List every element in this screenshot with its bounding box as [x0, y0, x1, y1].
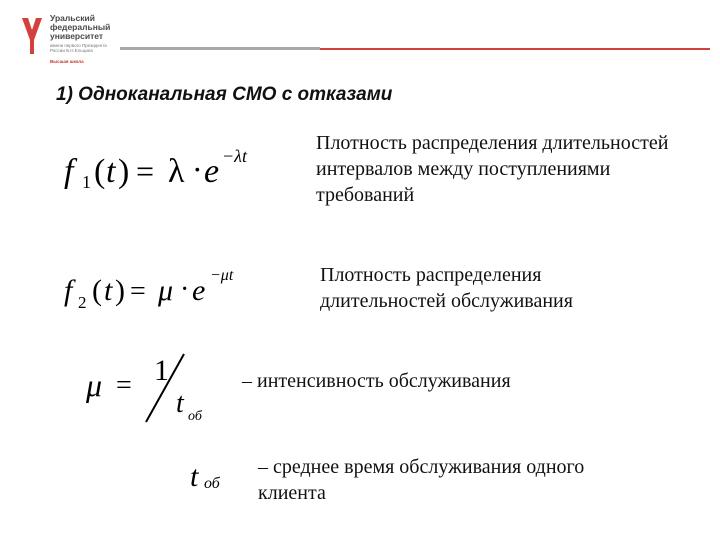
f2-lparen: ( — [92, 274, 102, 307]
formula-t-ob — [186, 450, 256, 500]
f4-t: t — [190, 460, 199, 493]
f1-f: f — [64, 153, 74, 190]
f2-sub: 2 — [78, 293, 87, 312]
item-3-description: – интенсивность обслуживания — [242, 370, 511, 392]
f1-lambda: λ — [168, 153, 185, 190]
f3-one: 1 — [154, 354, 169, 387]
f2-e: e — [192, 274, 206, 307]
item-4-description: – среднее время обслуживания одного клиента — [258, 456, 585, 504]
item-2-description: Плотность распределения длительностей обслуживания — [320, 264, 573, 312]
f1-equals: = — [136, 153, 155, 189]
f2-equals: = — [130, 276, 146, 307]
header-rule-red — [320, 48, 710, 50]
f4-sub: об — [204, 475, 220, 492]
f3-mu: μ — [86, 367, 103, 403]
f2-rparen: ) — [115, 274, 125, 307]
f3-sub: об — [188, 409, 202, 424]
logo-subtitle: имени первого Президента России Б.Н.Ельцина — [50, 43, 107, 53]
f1-sub: 1 — [82, 172, 91, 192]
university-logo — [20, 14, 120, 64]
f2-f: f — [64, 274, 73, 307]
item-1-description: Плотность распределения длительностей интервалов между поступлениями требований — [316, 132, 669, 206]
header-rule-gray — [120, 47, 320, 50]
f2-t: t — [104, 274, 113, 307]
f3-equals: = — [116, 370, 132, 401]
f1-dot: · — [192, 151, 203, 187]
f1-rparen: ) — [118, 153, 130, 190]
f1-e: e — [204, 153, 220, 190]
f2-dot: · — [180, 274, 190, 305]
formula-mu — [80, 350, 230, 430]
f1-exponent: −λt — [222, 146, 247, 166]
logo-name: Уральский федеральный университет — [50, 13, 111, 41]
f1-lparen: ( — [94, 153, 106, 190]
formula-f1 — [60, 140, 260, 200]
logo-mark-icon — [20, 16, 44, 56]
formula-f2 — [60, 262, 260, 322]
f2-mu: μ — [158, 274, 174, 307]
logo-bottom-text: Высшая школа — [50, 59, 84, 64]
f3-t: t — [176, 388, 184, 419]
slide-title: 1) Одноканальная СМО с отказами — [56, 84, 393, 105]
f1-t: t — [106, 153, 116, 190]
f2-exponent: −μt — [210, 267, 234, 284]
